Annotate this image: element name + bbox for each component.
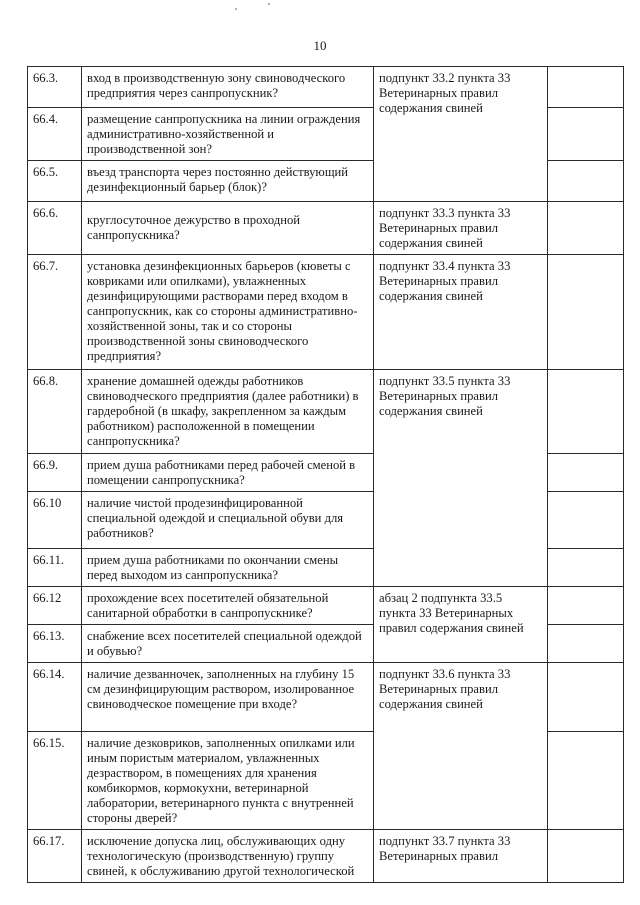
item-question: снабжение всех посетителей специальной одеждой и обувью? <box>82 625 374 663</box>
item-number: 66.8. <box>28 370 82 454</box>
item-number: 66.15. <box>28 732 82 830</box>
page-number: 10 <box>313 38 327 53</box>
checklist-table <box>27 66 624 883</box>
item-question: установка дезинфекционных барьеров (кюветы с ковриками или опилками), увлажненных дезинфицирующими растворами перед входом в санпропускник, как со стороны административно-хозяйственной зоны, так и со стороны производственной зоны свиноводческого предприятия? <box>82 255 374 370</box>
item-number: 66.17. <box>28 830 82 883</box>
table-row <box>28 67 624 108</box>
item-reference: подпункт 33.7 пункта 33 Ветеринарных правил <box>374 830 548 883</box>
answer-cell[interactable] <box>548 587 624 625</box>
answer-cell[interactable] <box>548 549 624 587</box>
scan-artifact <box>268 3 270 5</box>
answer-cell[interactable] <box>548 67 624 108</box>
item-reference: абзац 2 подпункта 33.5 пункта 33 Ветеринарных правил содержания свиней <box>374 587 548 663</box>
answer-cell[interactable] <box>548 732 624 830</box>
item-question: хранение домашней одежды работников свиноводческого предприятия (далее работники) в гардеробной (в шкафу, закрепленном за каждым работником) расположенной в помещении санпропускника? <box>82 370 374 454</box>
item-number: 66.12 <box>28 587 82 625</box>
item-question: наличие чистой продезинфицированной специальной одеждой и специальной обуви для работников? <box>82 492 374 549</box>
item-question: наличие дезковриков, заполненных опилками или иным пористым материалом, увлажненных дезраствором, в помещениях для хранения комбикормов, кормокухни, ветеринарной лаборатории, ветеринарного пункта с внутренней стороны дверей? <box>82 732 374 830</box>
item-number: 66.14. <box>28 663 82 732</box>
item-number: 66.9. <box>28 454 82 492</box>
item-question: исключение допуска лиц, обслуживающих одну технологическую (производственную) группу свиней, к обслуживанию другой технологической <box>82 830 374 883</box>
scan-artifact <box>235 8 237 10</box>
item-reference: подпункт 33.3 пункта 33 Ветеринарных правил содержания свиней <box>374 202 548 255</box>
answer-cell[interactable] <box>548 663 624 732</box>
item-reference: подпункт 33.5 пункта 33 Ветеринарных правил содержания свиней <box>374 370 548 587</box>
item-number: 66.11. <box>28 549 82 587</box>
answer-cell[interactable] <box>548 492 624 549</box>
item-number: 66.7. <box>28 255 82 370</box>
answer-cell[interactable] <box>548 202 624 255</box>
item-question: прием душа работниками перед рабочей сменой в помещении санпропускника? <box>82 454 374 492</box>
table-row <box>28 830 624 883</box>
table-row <box>28 255 624 370</box>
item-number: 66.10 <box>28 492 82 549</box>
answer-cell[interactable] <box>548 161 624 202</box>
item-reference: подпункт 33.6 пункта 33 Ветеринарных правил содержания свиней <box>374 663 548 830</box>
item-number: 66.6. <box>28 202 82 255</box>
item-question: вход в производственную зону свиноводческого предприятия через санпропускник? <box>82 67 374 108</box>
table-row <box>28 370 624 454</box>
item-question: размещение санпропускника на линии ограждения административно-хозяйственной и производственной зон? <box>82 108 374 161</box>
item-reference: подпункт 33.4 пункта 33 Ветеринарных правил содержания свиней <box>374 255 548 370</box>
answer-cell[interactable] <box>548 830 624 883</box>
item-question: прием душа работниками по окончании смены перед выходом из санпропускника? <box>82 549 374 587</box>
answer-cell[interactable] <box>548 454 624 492</box>
item-question: въезд транспорта через постоянно действующий дезинфекционный барьер (блок)? <box>82 161 374 202</box>
item-question: круглосуточное дежурство в проходной санпропускника? <box>82 202 374 255</box>
answer-cell[interactable] <box>548 370 624 454</box>
item-number: 66.4. <box>28 108 82 161</box>
item-question: прохождение всех посетителей обязательной санитарной обработки в санпропускнике? <box>82 587 374 625</box>
item-number: 66.3. <box>28 67 82 108</box>
table-row <box>28 663 624 732</box>
item-reference: подпункт 33.2 пункта 33 Ветеринарных правил содержания свиней <box>374 67 548 202</box>
item-number: 66.13. <box>28 625 82 663</box>
answer-cell[interactable] <box>548 625 624 663</box>
item-question: наличие дезванночек, заполненных на глубину 15 см дезинфицирующим раствором, изолированное свиноводческое помещение при входе? <box>82 663 374 732</box>
answer-cell[interactable] <box>548 255 624 370</box>
table-row <box>28 202 624 255</box>
table-row <box>28 587 624 625</box>
item-number: 66.5. <box>28 161 82 202</box>
answer-cell[interactable] <box>548 108 624 161</box>
